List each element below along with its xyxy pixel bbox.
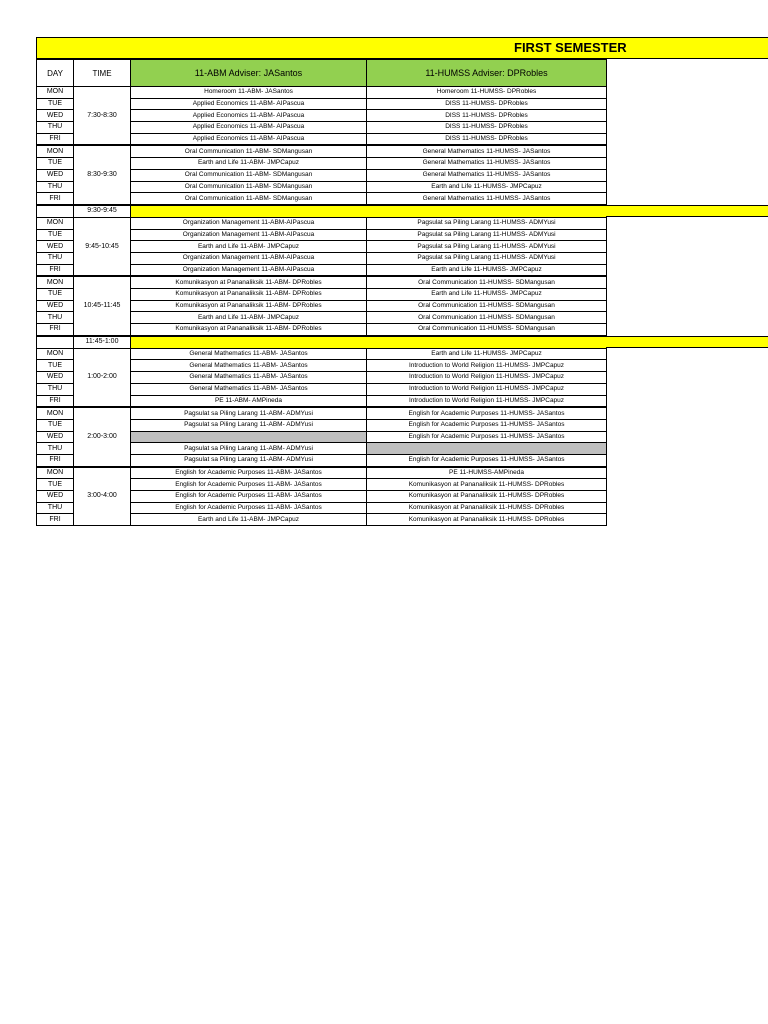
day-cell: TUE (37, 360, 74, 372)
humss-class-cell: Komunikasyon at Pananaliksik 11-HUMSS- DPRobles (367, 479, 607, 491)
day-cell: THU (37, 383, 74, 395)
day-cell: WED (37, 241, 74, 253)
day-cell: MON (37, 276, 74, 288)
time-column-header: TIME (74, 60, 131, 87)
abm-class-cell: General Mathematics 11-ABM- JASantos (131, 360, 367, 372)
humss-class-cell: DISS 11-HUMSS- DPRobles (367, 110, 607, 122)
abm-class-cell: English for Academic Purposes 11-ABM- JASantos (131, 467, 367, 479)
abm-class-cell: Applied Economics 11-ABM- AIPascua (131, 122, 367, 134)
humss-class-cell: English for Academic Purposes 11-HUMSS- JASantos (367, 431, 607, 443)
humss-class-cell: Oral Communication 11-HUMSS- SDMangusan (367, 300, 607, 312)
time-slot-cell: 10:45-11:45 (74, 276, 131, 335)
day-cell: TUE (37, 229, 74, 241)
abm-class-cell: Earth and Life 11-ABM- JMPCapuz (131, 312, 367, 324)
humss-class-cell: Oral Communication 11-HUMSS- SDMangusan (367, 324, 607, 336)
abm-class-cell: Pagsulat sa Piling Larang 11-ABM- ADMYusi (131, 454, 367, 466)
day-cell: MON (37, 217, 74, 229)
abm-class-cell: Applied Economics 11-ABM- AIPascua (131, 133, 367, 145)
schedule-row (37, 348, 607, 360)
day-cell: WED (37, 491, 74, 503)
abm-class-cell: Oral Communication 11-ABM- SDMangusan (131, 145, 367, 157)
abm-class-cell: English for Academic Purposes 11-ABM- JASantos (131, 479, 367, 491)
humss-class-cell: Komunikasyon at Pananaliksik 11-HUMSS- DPRobles (367, 514, 607, 526)
day-cell: MON (37, 467, 74, 479)
time-slot-cell: 3:00-4:00 (74, 467, 131, 526)
humss-class-cell: Pagsulat sa Piling Larang 11-HUMSS- ADMYusi (367, 217, 607, 229)
abm-class-cell: Oral Communication 11-ABM- SDMangusan (131, 169, 367, 181)
humss-class-cell: English for Academic Purposes 11-HUMSS- JASantos (367, 419, 607, 431)
humss-class-cell: Pagsulat sa Piling Larang 11-HUMSS- ADMYusi (367, 252, 607, 264)
humss-class-cell (367, 443, 607, 455)
abm-column-header: 11-ABM Adviser: JASantos (131, 60, 367, 87)
break-time-cell: 9:30-9:45 (74, 205, 131, 218)
day-cell: MON (37, 145, 74, 157)
humss-class-cell: General Mathematics 11-HUMSS- JASantos (367, 193, 607, 205)
day-cell: WED (37, 300, 74, 312)
humss-class-cell: Oral Communication 11-HUMSS- SDMangusan (367, 276, 607, 288)
humss-class-cell: PE 11-HUMSS-AMPineda (367, 467, 607, 479)
humss-class-cell: Oral Communication 11-HUMSS- SDMangusan (367, 312, 607, 324)
abm-class-cell: Komunikasyon at Pananaliksik 11-ABM- DPRobles (131, 324, 367, 336)
break-row (37, 205, 607, 218)
day-cell: THU (37, 181, 74, 193)
humss-class-cell: DISS 11-HUMSS- DPRobles (367, 122, 607, 134)
abm-class-cell: Earth and Life 11-ABM- JMPCapuz (131, 158, 367, 170)
schedule-row (37, 276, 607, 288)
time-slot-cell: 2:00-3:00 (74, 407, 131, 466)
abm-class-cell: English for Academic Purposes 11-ABM- JASantos (131, 491, 367, 503)
day-cell: MON (37, 348, 74, 360)
day-cell: TUE (37, 479, 74, 491)
day-column-header: DAY (37, 60, 74, 87)
day-cell: TUE (37, 98, 74, 110)
abm-class-cell: Komunikasyon at Pananaliksik 11-ABM- DPRobles (131, 276, 367, 288)
abm-class-cell: Earth and Life 11-ABM- JMPCapuz (131, 514, 367, 526)
abm-class-cell: Earth and Life 11-ABM- JMPCapuz (131, 241, 367, 253)
abm-class-cell: Pagsulat sa Piling Larang 11-ABM- ADMYusi (131, 443, 367, 455)
class-schedule-table (36, 59, 607, 526)
humss-class-cell: General Mathematics 11-HUMSS- JASantos (367, 158, 607, 170)
humss-class-cell: Pagsulat sa Piling Larang 11-HUMSS- ADMYusi (367, 229, 607, 241)
humss-class-cell: Introduction to World Religion 11-HUMSS- JMPCapuz (367, 383, 607, 395)
day-cell: FRI (37, 454, 74, 466)
humss-column-header: 11-HUMSS Adviser: DPRobles (367, 60, 607, 87)
break-highlight-extension (606, 336, 768, 349)
time-slot-cell: 9:45-10:45 (74, 217, 131, 276)
day-cell: FRI (37, 324, 74, 336)
day-cell: WED (37, 431, 74, 443)
abm-class-cell: Komunikasyon at Pananaliksik 11-ABM- DPRobles (131, 300, 367, 312)
day-cell: THU (37, 443, 74, 455)
humss-class-cell: Introduction to World Religion 11-HUMSS- JMPCapuz (367, 372, 607, 384)
day-cell: FRI (37, 133, 74, 145)
break-time-cell: 11:45-1:00 (74, 336, 131, 349)
schedule-row (37, 467, 607, 479)
humss-class-cell: Komunikasyon at Pananaliksik 11-HUMSS- DPRobles (367, 491, 607, 503)
day-cell: THU (37, 312, 74, 324)
day-cell: WED (37, 372, 74, 384)
abm-class-cell: Oral Communication 11-ABM- SDMangusan (131, 193, 367, 205)
abm-class-cell: English for Academic Purposes 11-ABM- JASantos (131, 502, 367, 514)
break-fill (131, 336, 607, 349)
break-row (37, 336, 607, 349)
humss-class-cell: Komunikasyon at Pananaliksik 11-HUMSS- DPRobles (367, 502, 607, 514)
abm-class-cell: General Mathematics 11-ABM- JASantos (131, 372, 367, 384)
day-cell: FRI (37, 395, 74, 407)
header-row (37, 60, 607, 87)
humss-class-cell: English for Academic Purposes 11-HUMSS- JASantos (367, 454, 607, 466)
humss-class-cell: Earth and Life 11-HUMSS- JMPCapuz (367, 264, 607, 276)
abm-class-cell: Applied Economics 11-ABM- AIPascua (131, 98, 367, 110)
humss-class-cell: Earth and Life 11-HUMSS- JMPCapuz (367, 181, 607, 193)
humss-class-cell: Homeroom 11-HUMSS- DPRobles (367, 87, 607, 99)
break-day-cell (37, 205, 74, 218)
day-cell: THU (37, 502, 74, 514)
humss-class-cell: Introduction to World Religion 11-HUMSS- JMPCapuz (367, 360, 607, 372)
schedule-row (37, 87, 607, 99)
abm-class-cell: Komunikasyon at Pananaliksik 11-ABM- DPRobles (131, 289, 367, 301)
abm-class-cell: Organization Management 11-ABM-AIPascua (131, 264, 367, 276)
humss-class-cell: Earth and Life 11-HUMSS- JMPCapuz (367, 289, 607, 301)
day-cell: TUE (37, 419, 74, 431)
schedule-row (37, 145, 607, 157)
break-highlight-extension (606, 205, 768, 218)
abm-class-cell: Organization Management 11-ABM-AIPascua (131, 229, 367, 241)
abm-class-cell (131, 431, 367, 443)
day-cell: FRI (37, 514, 74, 526)
break-fill (131, 205, 607, 218)
abm-class-cell: Homeroom 11-ABM- JASantos (131, 87, 367, 99)
day-cell: TUE (37, 158, 74, 170)
humss-class-cell: General Mathematics 11-HUMSS- JASantos (367, 145, 607, 157)
schedule-row (37, 407, 607, 419)
day-cell: FRI (37, 193, 74, 205)
day-cell: THU (37, 252, 74, 264)
abm-class-cell: Pagsulat sa Piling Larang 11-ABM- ADMYusi (131, 419, 367, 431)
semester-title-bar (36, 37, 768, 59)
semester-title: FIRST SEMESTER (514, 40, 627, 55)
abm-class-cell: Organization Management 11-ABM-AIPascua (131, 252, 367, 264)
humss-class-cell: DISS 11-HUMSS- DPRobles (367, 133, 607, 145)
humss-class-cell: Pagsulat sa Piling Larang 11-HUMSS- ADMYusi (367, 241, 607, 253)
day-cell: THU (37, 122, 74, 134)
break-day-cell (37, 336, 74, 349)
abm-class-cell: Pagsulat sa Piling Larang 11-ABM- ADMYusi (131, 407, 367, 419)
humss-class-cell: Earth and Life 11-HUMSS- JMPCapuz (367, 348, 607, 360)
abm-class-cell: General Mathematics 11-ABM- JASantos (131, 383, 367, 395)
time-slot-cell: 1:00-2:00 (74, 348, 131, 407)
day-cell: WED (37, 110, 74, 122)
humss-class-cell: English for Academic Purposes 11-HUMSS- JASantos (367, 407, 607, 419)
schedule-row (37, 217, 607, 229)
abm-class-cell: PE 11-ABM- AMPineda (131, 395, 367, 407)
abm-class-cell: Oral Communication 11-ABM- SDMangusan (131, 181, 367, 193)
day-cell: MON (37, 407, 74, 419)
humss-class-cell: Introduction to World Religion 11-HUMSS- JMPCapuz (367, 395, 607, 407)
abm-class-cell: Organization Management 11-ABM-AIPascua (131, 217, 367, 229)
humss-class-cell: DISS 11-HUMSS- DPRobles (367, 98, 607, 110)
day-cell: WED (37, 169, 74, 181)
abm-class-cell: Applied Economics 11-ABM- AIPascua (131, 110, 367, 122)
day-cell: TUE (37, 289, 74, 301)
day-cell: FRI (37, 264, 74, 276)
time-slot-cell: 7:30-8:30 (74, 87, 131, 146)
abm-class-cell: General Mathematics 11-ABM- JASantos (131, 348, 367, 360)
time-slot-cell: 8:30-9:30 (74, 145, 131, 204)
day-cell: MON (37, 87, 74, 99)
humss-class-cell: General Mathematics 11-HUMSS- JASantos (367, 169, 607, 181)
